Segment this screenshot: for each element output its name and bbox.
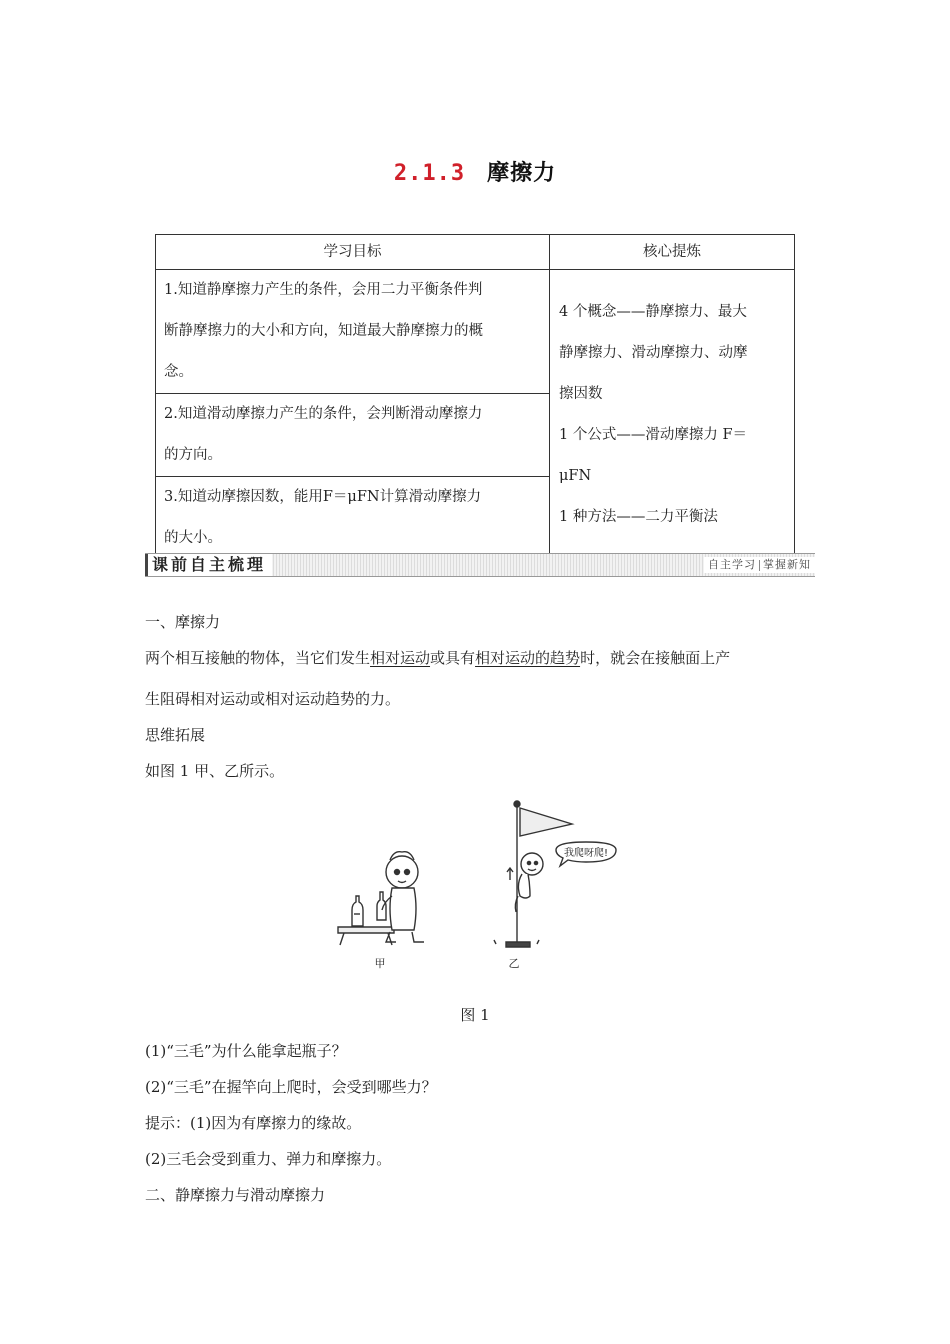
section-number: 2.1.3 [393,161,466,186]
term-motion-tendency: 相对运动的趋势 [475,649,581,667]
figure-caption: 图 1 [460,1006,490,1024]
figure-intro: 如图 1 甲、乙所示。 [145,762,285,780]
section-banner [145,553,815,577]
heading-friction: 一、摩擦力 [145,613,221,631]
question-2: (2)“三毛”在握竿向上爬时，会受到哪些力？ [145,1078,437,1096]
header-learning-goals: 学习目标 [156,235,550,270]
goal-1: 1.知道静摩擦力产生的条件，会用二力平衡条件判 断静摩擦力的大小和方向，知道最大静摩擦力的概 念。 [156,270,550,394]
definition-line-2: 生阻碍相对运动或相对运动趋势的力。 [145,690,401,708]
header-core-summary: 核心提炼 [550,235,795,270]
answer-2: (2)三毛会受到重力、弹力和摩擦力。 [145,1150,392,1168]
goal-3: 3.知道动摩擦因数，能用F＝μFN计算滑动摩擦力 的大小。 [156,477,550,560]
core-summary: 4 个概念——静摩擦力、最大 静摩擦力、滑动摩擦力、动摩 擦因数 1 个公式——滑动摩擦力 F＝ μFN 1 种方法——二力平衡法 [550,270,795,560]
answer-1: 提示：(1)因为有摩擦力的缘故。 [145,1114,362,1132]
figure-label-b: 乙 [508,957,520,970]
definition-line-1: 两个相互接触的物体，当它们发生相对运动或具有相对运动的趋势时，就会在接触面上产 [145,649,731,667]
speech-bubble-text: 我爬呀爬! [563,848,609,859]
figure-1-illustration [330,792,630,977]
banner-tags: 自主学习 掌握新知 [704,557,815,573]
page-title [0,156,950,187]
heading-static-sliding: 二、静摩擦力与滑动摩擦力 [145,1186,326,1204]
objectives-table [155,234,795,560]
figure-label-a: 甲 [374,957,386,970]
goal-2: 2.知道滑动摩擦力产生的条件，会判断滑动摩擦力 的方向。 [156,394,550,477]
question-1: (1)“三毛”为什么能拿起瓶子？ [145,1042,347,1060]
term-relative-motion: 相对运动 [370,649,431,667]
banner-title: 课前自主梳理 [145,554,272,576]
child-climbing-pole-drawing [494,801,616,947]
section-name: 摩擦力 [487,161,557,186]
think-extension: 思维拓展 [145,726,206,744]
child-lifting-bottle-drawing [338,852,424,945]
